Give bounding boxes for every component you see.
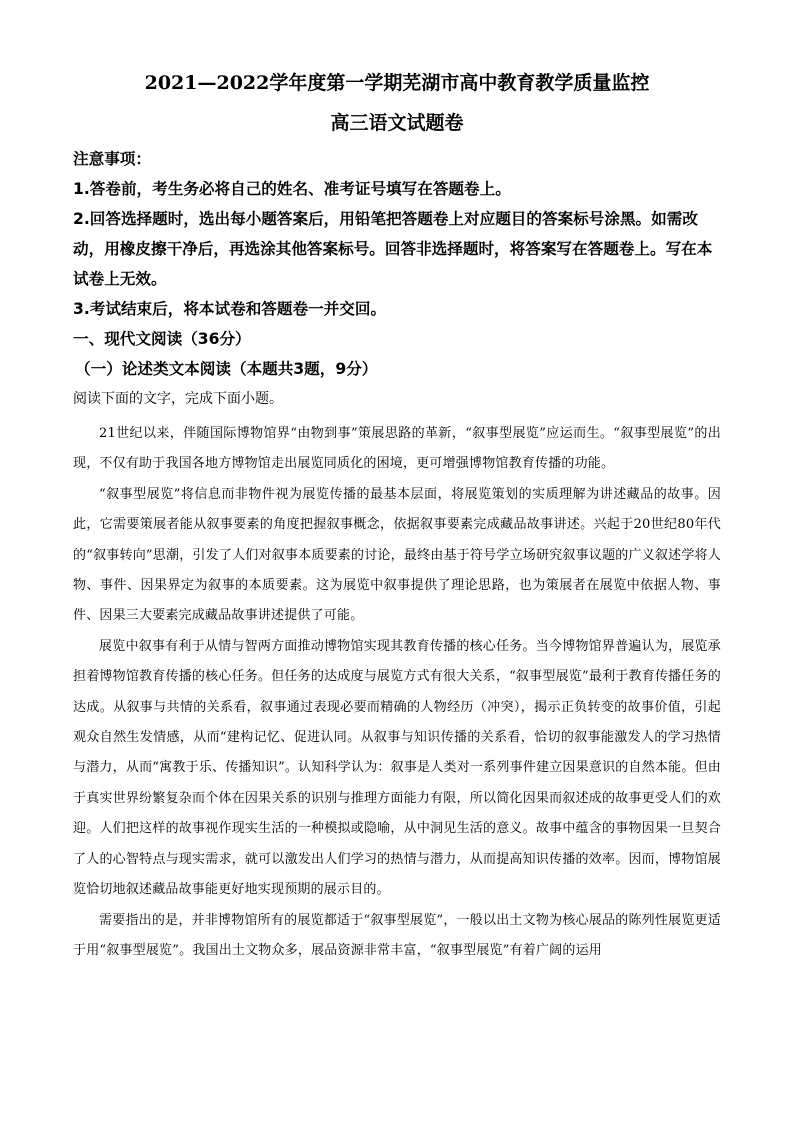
- passage-paragraph-4: 需要指出的是，并非博物馆所有的展览都适于“叙事型展览”，一般以出土文物为核心展品的陈列性展览更适于用“叙事型展览”。我国出土文物众多，展品资源非常丰富，“叙事型展览”有着广阔的运用: [73, 912, 721, 958]
- subsection-heading: （一）论述类文本阅读（本题共3题，9分）: [75, 360, 378, 378]
- section-heading: 一、现代文阅读（36分）: [73, 330, 251, 348]
- notice-item-2: 2.回答选择题时，选出每小题答案后，用铅笔把答题卷上对应题目的答案标号涂黑。如需改动，用橡皮擦干净后，再选涂其他答案标号。回答非选择题时，将答案写在答题卷上。写在本试卷上无效。: [73, 210, 713, 288]
- notice-heading: 注意事项：: [73, 150, 151, 168]
- passage-paragraph-3: 展览中叙事有利于从情与智两方面推动博物馆实现其教育传播的核心任务。当今博物馆界普遍认为，展览承担着博物馆教育传播的核心任务。但任务的达成度与展览方式有很大关系，“叙事型展览”最利于教育传播任务的达成。从叙事与共情的关系看，叙事通过表现必要而精确的人物经历（冲突），揭示正负转变的故事价值，引起观众自然生发情感，从而“建构记忆、促进认同。从叙事与知识传播的关系看，恰切的叙事能激发人的学习热情与潜力，从而“寓教于乐、传播知识”。认知科学认为：叙事是人类对一系列事件建立因果意识的自然本能。但由于真实世界纷繁复杂而个体在因果关系的识别与推理方面能力有限，所以简化因果而叙述成的故事更受人们的欢迎。人们把这样的故事视作现实生活的一种模拟或隐喻，从中洞见生活的意义。故事中蕴含的事物因果一旦契合了人的心智特点与现实需求，就可以激发出人们学习的热情与潜力，从而提高知识传播的效率。因而，博物馆展览恰切地叙述藏品故事能更好地实现预期的展示目的。: [73, 638, 721, 898]
- notice-item-1: 1.答卷前，考生务必将自己的姓名、准考证号填写在答题卷上。: [73, 180, 511, 198]
- exam-subtitle: 高三语文试题卷: [330, 112, 464, 134]
- notice-item-3: 3.考试结束后，将本试卷和答题卷一并交回。: [73, 300, 387, 318]
- exam-page: [73, 68, 721, 966]
- passage-paragraph-2: “叙事型展览”将信息而非物件视为展览传播的最基本层面，将展览策划的实质理解为讲述藏品的故事。因此，它需要策展者能从叙事要素的角度把握叙事概念，依据叙事要素完成藏品故事讲述。兴起于20世纪80年代的“叙事转向”思潮，引发了人们对叙事本质要素的讨论，最终由基于符号学立场研究叙事议题的广义叙述学将人物、事件、因果界定为叙事的本质要素。这为展览中叙事提供了理论思路，也为策展者在展览中依据人物、事件、因果三大要素完成藏品故事讲述提供了可能。: [73, 486, 721, 624]
- reading-instruction: 阅读下面的文字，完成下面小题。: [73, 391, 283, 407]
- passage-paragraph-1: 21世纪以来，伴随国际博物馆界“由物到事”策展思路的革新，“叙事型展览”应运而生。“叙事型展览”的出现，不仅有助于我国各地方博物馆走出展览同质化的困境，更可增强博物馆教育传播的功能。: [73, 426, 721, 472]
- exam-title: 2021—2022学年度第一学期芜湖市高中教育教学质量监控: [144, 72, 650, 94]
